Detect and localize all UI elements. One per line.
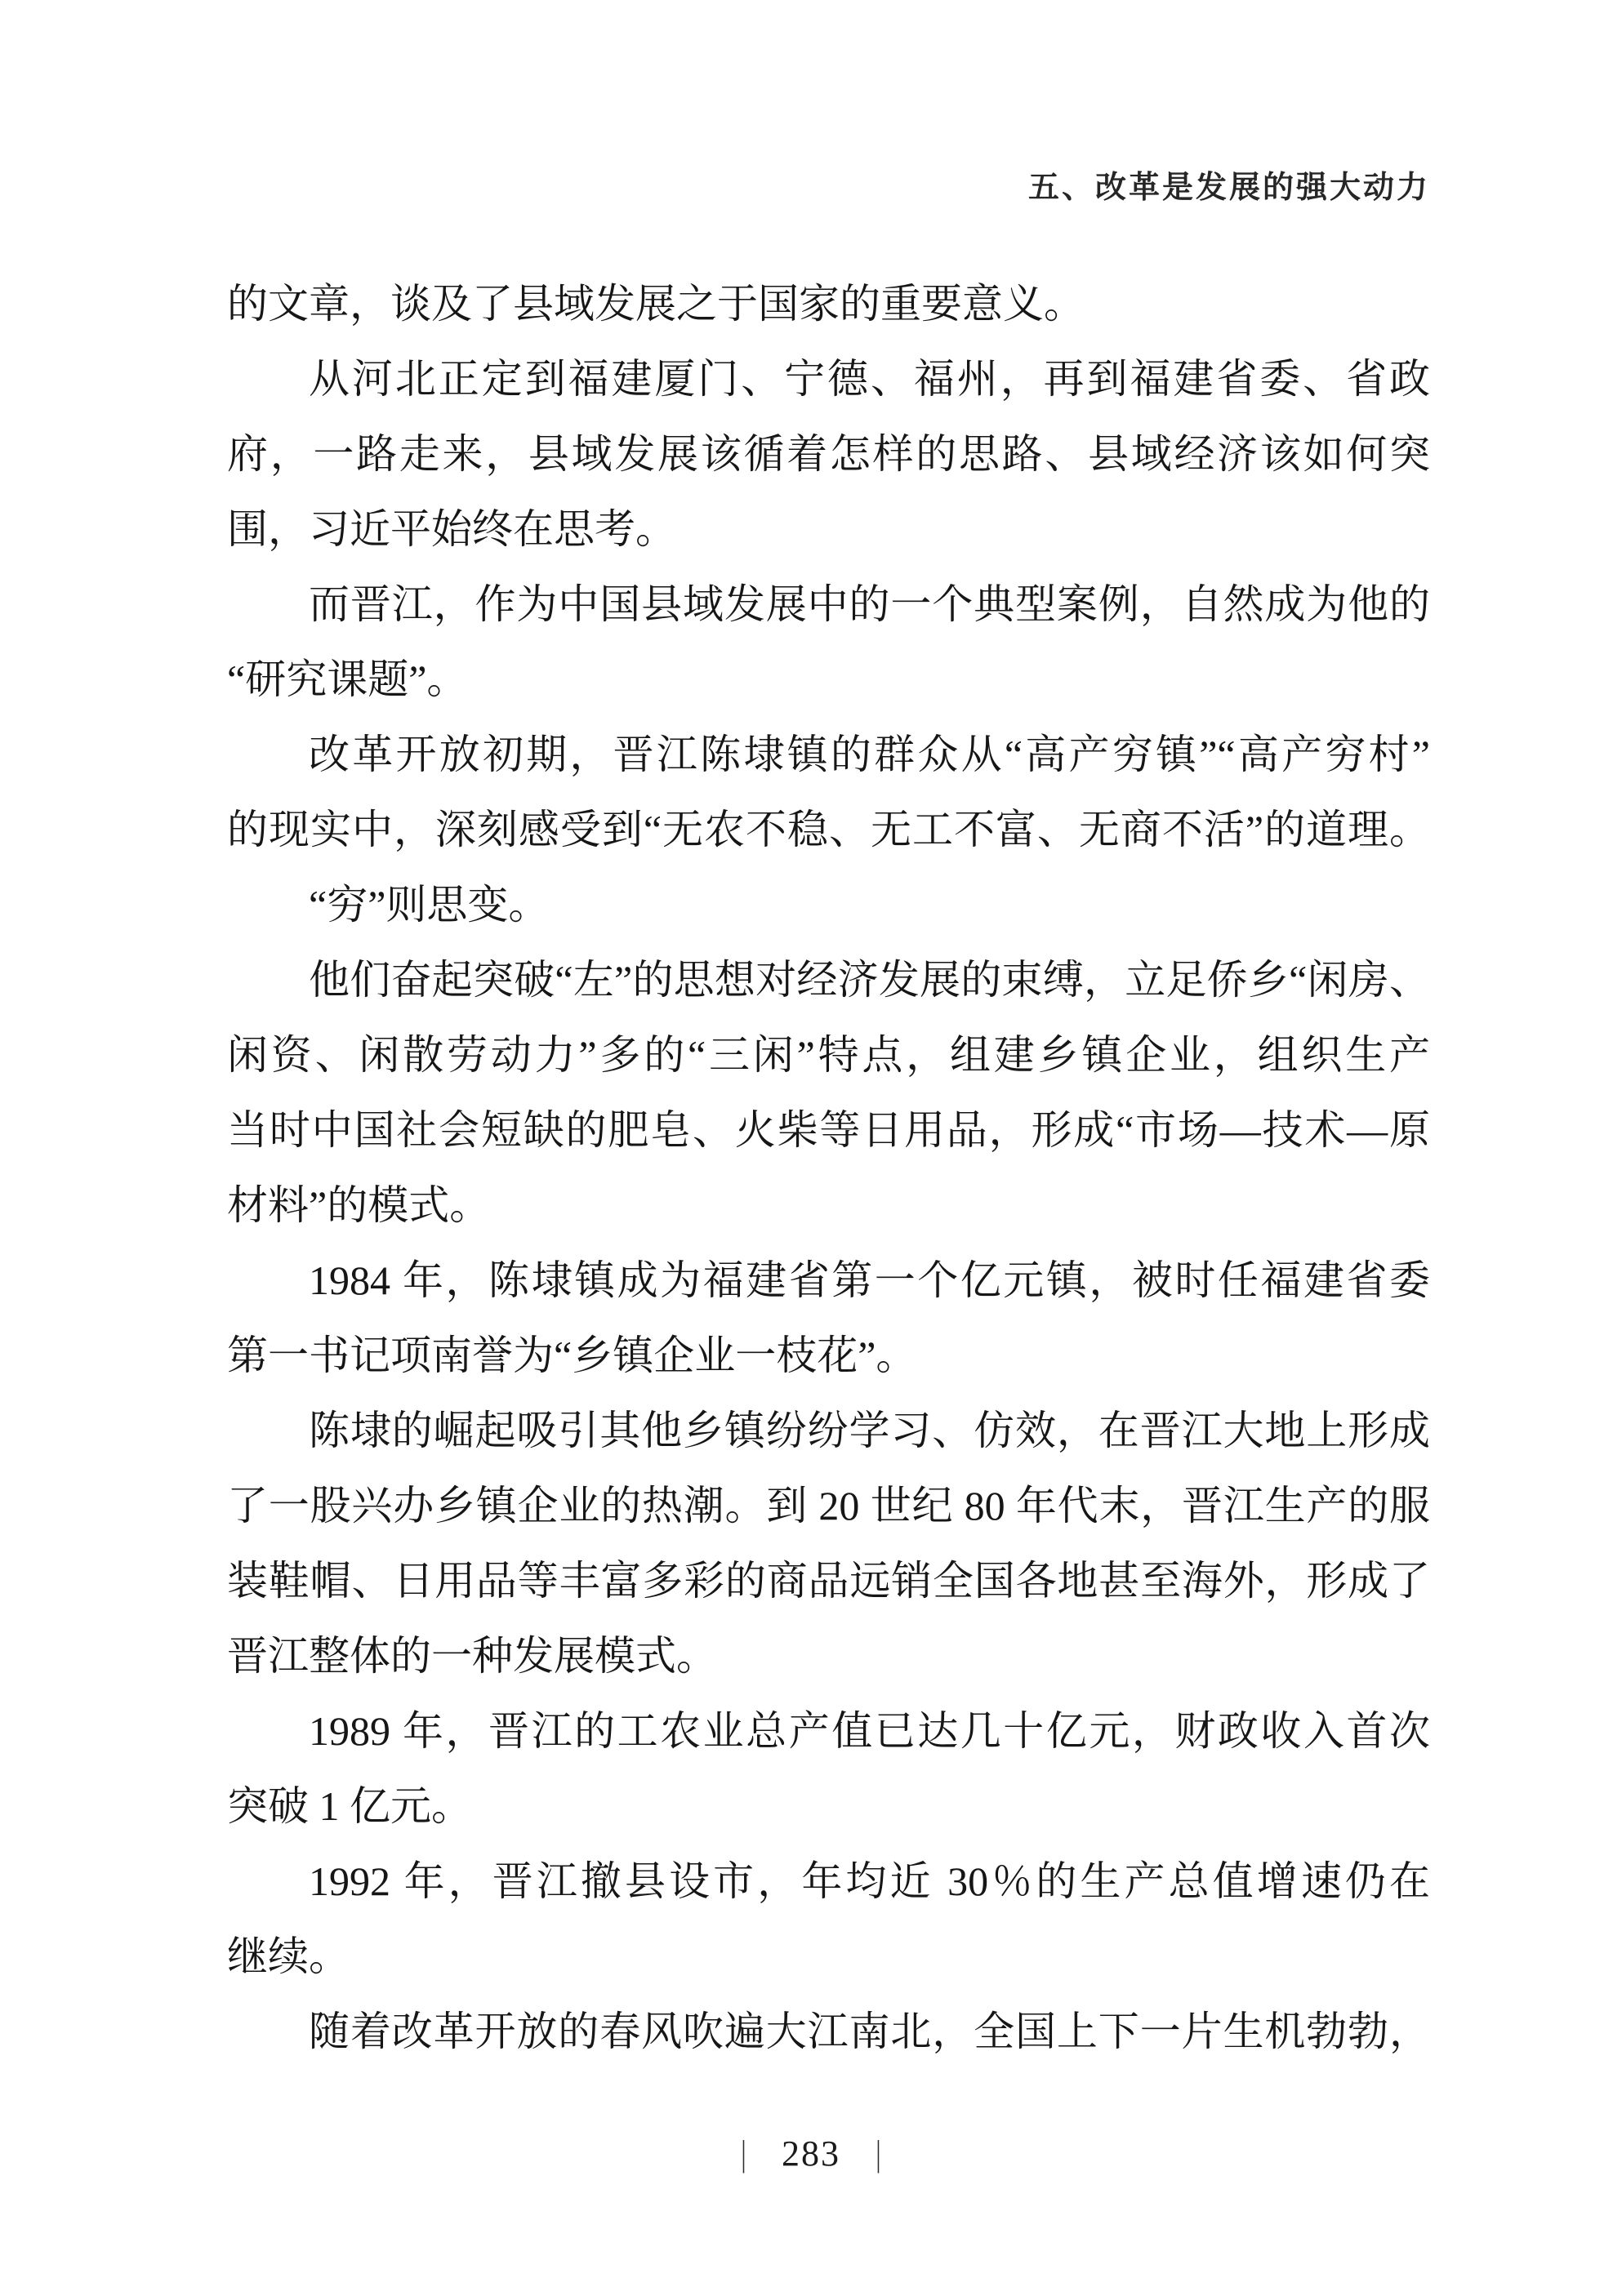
page-number: 283	[782, 2134, 840, 2174]
text-line: 突破 1 亿元。	[227, 1783, 472, 1829]
text-line: 围，习近平始终在思考。	[227, 506, 676, 552]
page-footer	[0, 2133, 1622, 2174]
text-line: 1992 年，晋江撤县设市，年均近 30％的生产总值增速仍在	[309, 1858, 1430, 1904]
text-line: 材料”的模式。	[227, 1182, 491, 1228]
text-line: 继续。	[227, 1933, 350, 1979]
text-line: 从河北正定到福建厦门、宁德、福州，再到福建省委、省政	[309, 356, 1430, 402]
running-head: 五、改革是发展的强大动力	[1027, 171, 1430, 205]
text-line: 的现实中，深刻感受到“无农不稳、无工不富、无商不活”的道理。	[227, 807, 1430, 852]
text-line: 改革开放初期，晋江陈埭镇的群众从“高产穷镇”“高产穷村”	[309, 732, 1430, 777]
text-line: 1989 年，晋江的工农业总产值已达几十亿元，财政收入首次	[309, 1708, 1430, 1754]
text-line: 装鞋帽、日用品等丰富多彩的商品远销全国各地甚至海外，形成了	[227, 1558, 1430, 1604]
text-line: “穷”则思变。	[309, 882, 550, 928]
text-line: 第一书记项南誉为“乡镇企业一枝花”。	[227, 1333, 917, 1378]
text-line: 当时中国社会短缺的肥皂、火柴等日用品，形成“市场—技术—原	[227, 1107, 1430, 1153]
text-line: 陈埭的崛起吸引其他乡镇纷纷学习、仿效，在晋江大地上形成	[309, 1408, 1430, 1453]
footer-right-bar: |	[876, 2134, 881, 2174]
text-line: 而晋江，作为中国县域发展中的一个典型案例，自然成为他的	[309, 581, 1430, 627]
text-line: “研究课题”。	[227, 656, 468, 702]
footer-left-bar: |	[741, 2134, 746, 2174]
body-text	[227, 266, 1430, 2069]
text-line: 府，一路走来，县域发展该循着怎样的思路、县域经济该如何突	[227, 431, 1430, 477]
text-line: 他们奋起突破“左”的思想对经济发展的束缚，立足侨乡“闲房、	[309, 957, 1430, 1003]
text-line: 的文章，谈及了县域发展之于国家的重要意义。	[227, 281, 1085, 327]
text-line: 闲资、闲散劳动力”多的“三闲”特点，组建乡镇企业，组织生产	[227, 1032, 1430, 1078]
text-line: 1984 年，陈埭镇成为福建省第一个亿元镇，被时任福建省委	[309, 1257, 1430, 1303]
text-line: 随着改革开放的春风吹遍大江南北，全国上下一片生机勃勃，	[309, 2009, 1430, 2054]
text-line: 了一股兴办乡镇企业的热潮。到 20 世纪 80 年代末，晋江生产的服	[227, 1483, 1430, 1528]
text-line: 晋江整体的一种发展模式。	[227, 1633, 717, 1679]
